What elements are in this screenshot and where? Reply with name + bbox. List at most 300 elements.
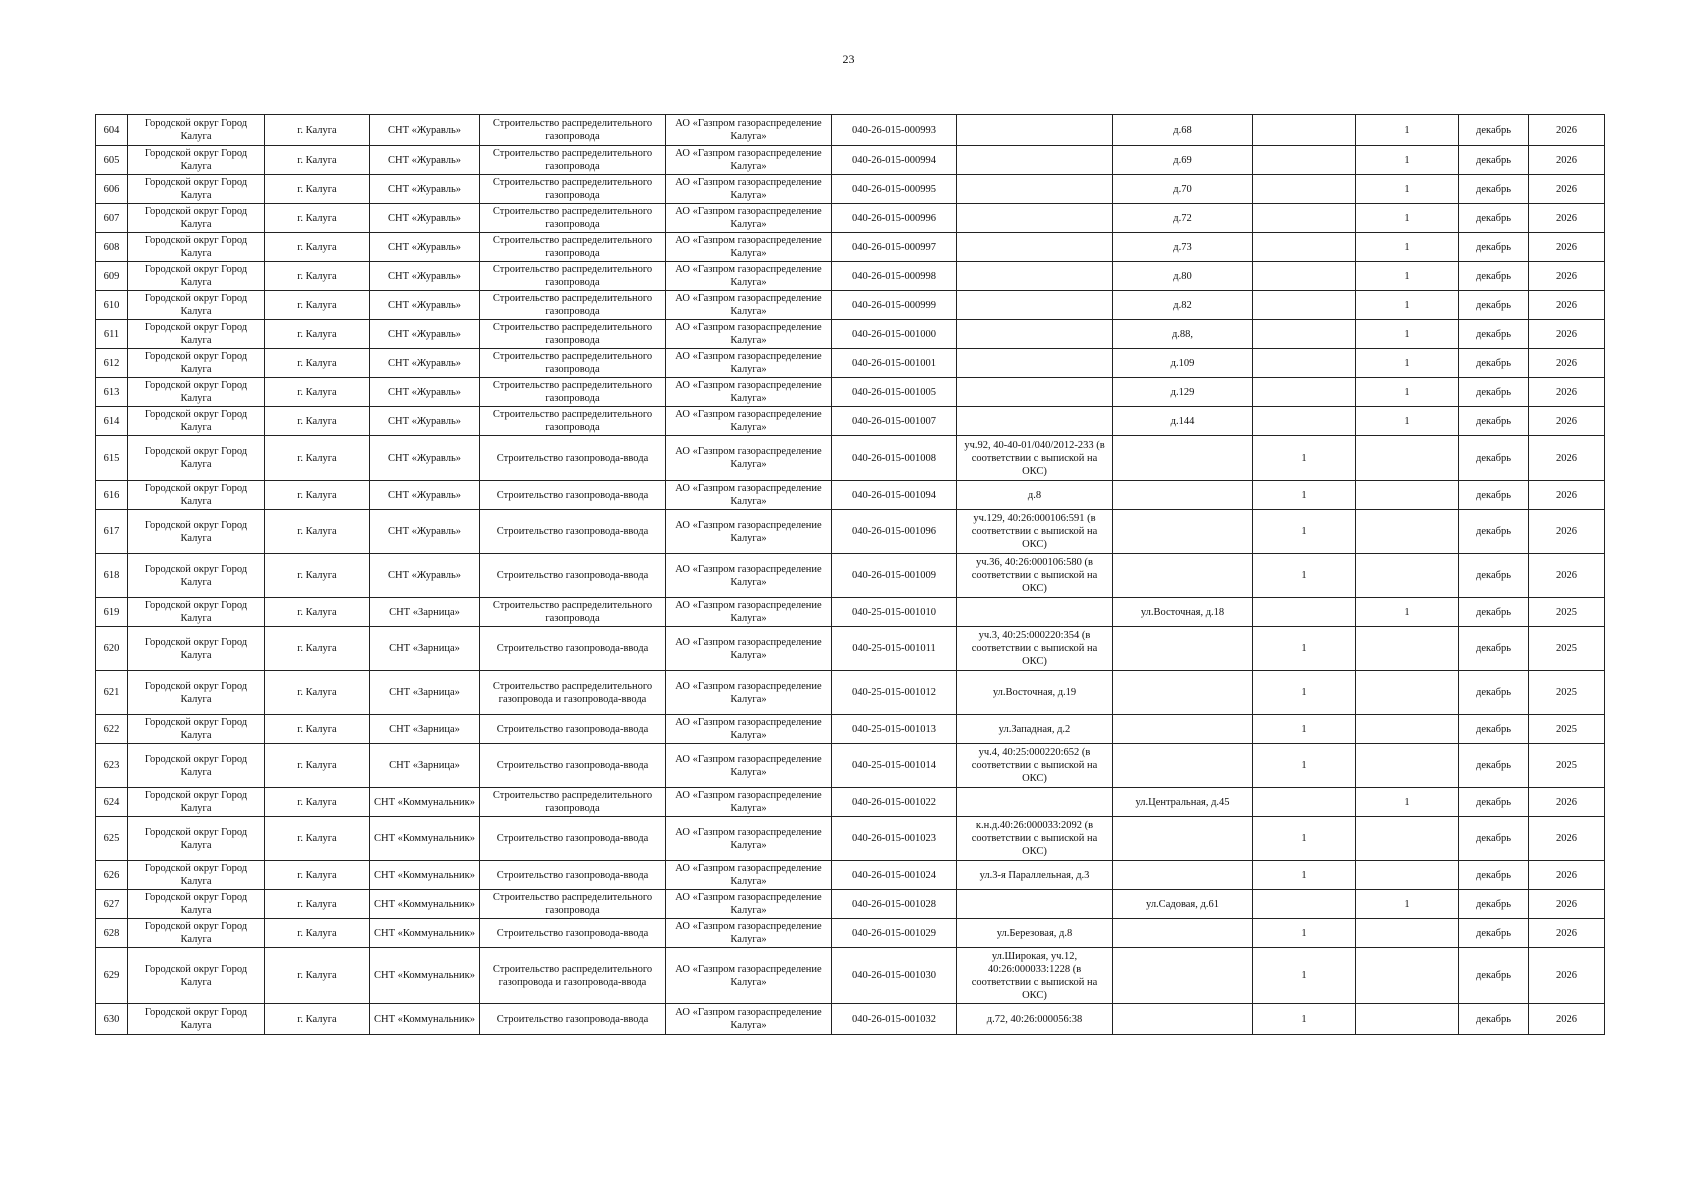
address-house-cell <box>1113 481 1253 510</box>
work-type-cell: Строительство газопровода-ввода <box>480 817 666 861</box>
city-cell: г. Калуга <box>265 671 370 715</box>
district-cell: Городской округ Город Калуга <box>128 671 265 715</box>
gas-plan-table <box>95 114 1605 1035</box>
address-oks-cell: д.8 <box>957 481 1113 510</box>
city-cell: г. Калуга <box>265 233 370 262</box>
address-oks-cell: уч.129, 40:26:000106:591 (в соответствии с выпиской на ОКС) <box>957 510 1113 554</box>
page-number: 23 <box>842 52 855 66</box>
count-b-cell: 1 <box>1356 890 1459 919</box>
object-code-cell: 040-26-015-000998 <box>832 262 957 291</box>
district-cell: Городской округ Город Калуга <box>128 861 265 890</box>
snt-cell: СНТ «Журавль» <box>370 291 480 320</box>
address-house-cell: ул.Восточная, д.18 <box>1113 598 1253 627</box>
district-cell: Городской округ Город Калуга <box>128 948 265 1004</box>
month-cell: декабрь <box>1459 115 1529 146</box>
month-cell: декабрь <box>1459 481 1529 510</box>
table-row <box>96 436 1605 481</box>
year-cell: 2026 <box>1529 115 1605 146</box>
count-b-cell <box>1356 861 1459 890</box>
row-number: 604 <box>96 115 128 146</box>
address-oks-cell: к.н.д.40:26:000033:2092 (в соответствии с выпиской на ОКС) <box>957 817 1113 861</box>
snt-cell: СНТ «Зарница» <box>370 671 480 715</box>
count-b-cell <box>1356 436 1459 481</box>
count-b-cell: 1 <box>1356 233 1459 262</box>
address-oks-cell: уч.4, 40:25:000220:652 (в соответствии с выпиской на ОКС) <box>957 744 1113 788</box>
year-cell: 2026 <box>1529 861 1605 890</box>
table-row <box>96 788 1605 817</box>
count-b-cell: 1 <box>1356 262 1459 291</box>
city-cell: г. Калуга <box>265 320 370 349</box>
month-cell: декабрь <box>1459 175 1529 204</box>
city-cell: г. Калуга <box>265 554 370 598</box>
district-cell: Городской округ Город Калуга <box>128 1004 265 1035</box>
address-house-cell <box>1113 861 1253 890</box>
year-cell: 2025 <box>1529 671 1605 715</box>
month-cell: декабрь <box>1459 817 1529 861</box>
month-cell: декабрь <box>1459 598 1529 627</box>
year-cell: 2026 <box>1529 378 1605 407</box>
organization-cell: АО «Газпром газораспределение Калуга» <box>666 1004 832 1035</box>
work-type-cell: Строительство газопровода-ввода <box>480 627 666 671</box>
table-body <box>96 115 1605 1035</box>
address-house-cell: д.72 <box>1113 204 1253 233</box>
organization-cell: АО «Газпром газораспределение Калуга» <box>666 861 832 890</box>
snt-cell: СНТ «Зарница» <box>370 627 480 671</box>
count-b-cell <box>1356 1004 1459 1035</box>
month-cell: декабрь <box>1459 744 1529 788</box>
month-cell: декабрь <box>1459 146 1529 175</box>
organization-cell: АО «Газпром газораспределение Калуга» <box>666 436 832 481</box>
address-house-cell: д.82 <box>1113 291 1253 320</box>
address-oks-cell: ул.Березовая, д.8 <box>957 919 1113 948</box>
work-type-cell: Строительство распределительного газопровода <box>480 233 666 262</box>
object-code-cell: 040-26-015-000999 <box>832 291 957 320</box>
organization-cell: АО «Газпром газораспределение Калуга» <box>666 510 832 554</box>
count-b-cell: 1 <box>1356 115 1459 146</box>
district-cell: Городской округ Город Калуга <box>128 919 265 948</box>
row-number: 607 <box>96 204 128 233</box>
address-house-cell: д.69 <box>1113 146 1253 175</box>
row-number: 629 <box>96 948 128 1004</box>
table-row <box>96 481 1605 510</box>
work-type-cell: Строительство распределительного газопровода <box>480 407 666 436</box>
count-a-cell: 1 <box>1253 481 1356 510</box>
month-cell: декабрь <box>1459 919 1529 948</box>
work-type-cell: Строительство газопровода-ввода <box>480 481 666 510</box>
district-cell: Городской округ Город Калуга <box>128 233 265 262</box>
row-number: 613 <box>96 378 128 407</box>
row-number: 614 <box>96 407 128 436</box>
table-row <box>96 715 1605 744</box>
address-house-cell <box>1113 744 1253 788</box>
year-cell: 2026 <box>1529 919 1605 948</box>
count-a-cell: 1 <box>1253 436 1356 481</box>
district-cell: Городской округ Город Калуга <box>128 890 265 919</box>
object-code-cell: 040-26-015-001028 <box>832 890 957 919</box>
count-a-cell: 1 <box>1253 817 1356 861</box>
table-row <box>96 1004 1605 1035</box>
snt-cell: СНТ «Коммунальник» <box>370 817 480 861</box>
city-cell: г. Калуга <box>265 948 370 1004</box>
year-cell: 2026 <box>1529 204 1605 233</box>
address-house-cell <box>1113 554 1253 598</box>
year-cell: 2026 <box>1529 817 1605 861</box>
object-code-cell: 040-26-015-001096 <box>832 510 957 554</box>
organization-cell: АО «Газпром газораспределение Калуга» <box>666 407 832 436</box>
year-cell: 2026 <box>1529 349 1605 378</box>
count-a-cell: 1 <box>1253 715 1356 744</box>
object-code-cell: 040-26-015-000993 <box>832 115 957 146</box>
work-type-cell: Строительство распределительного газопровода <box>480 204 666 233</box>
row-number: 611 <box>96 320 128 349</box>
object-code-cell: 040-26-015-001094 <box>832 481 957 510</box>
city-cell: г. Калуга <box>265 627 370 671</box>
month-cell: декабрь <box>1459 671 1529 715</box>
month-cell: декабрь <box>1459 262 1529 291</box>
count-b-cell <box>1356 627 1459 671</box>
organization-cell: АО «Газпром газораспределение Калуга» <box>666 233 832 262</box>
district-cell: Городской округ Город Калуга <box>128 788 265 817</box>
organization-cell: АО «Газпром газораспределение Калуга» <box>666 598 832 627</box>
city-cell: г. Калуга <box>265 919 370 948</box>
count-a-cell <box>1253 146 1356 175</box>
object-code-cell: 040-26-015-000996 <box>832 204 957 233</box>
address-house-cell: д.80 <box>1113 262 1253 291</box>
snt-cell: СНТ «Журавль» <box>370 349 480 378</box>
count-b-cell <box>1356 948 1459 1004</box>
address-house-cell: д.129 <box>1113 378 1253 407</box>
address-house-cell: д.144 <box>1113 407 1253 436</box>
object-code-cell: 040-25-015-001011 <box>832 627 957 671</box>
city-cell: г. Калуга <box>265 262 370 291</box>
address-house-cell <box>1113 1004 1253 1035</box>
address-oks-cell: уч.3, 40:25:000220:354 (в соответствии с выпиской на ОКС) <box>957 627 1113 671</box>
count-b-cell: 1 <box>1356 407 1459 436</box>
count-b-cell: 1 <box>1356 598 1459 627</box>
row-number: 628 <box>96 919 128 948</box>
work-type-cell: Строительство распределительного газопровода <box>480 291 666 320</box>
count-b-cell: 1 <box>1356 378 1459 407</box>
count-a-cell: 1 <box>1253 744 1356 788</box>
count-a-cell <box>1253 407 1356 436</box>
organization-cell: АО «Газпром газораспределение Калуга» <box>666 715 832 744</box>
snt-cell: СНТ «Журавль» <box>370 481 480 510</box>
year-cell: 2025 <box>1529 598 1605 627</box>
year-cell: 2025 <box>1529 627 1605 671</box>
year-cell: 2026 <box>1529 481 1605 510</box>
count-b-cell <box>1356 671 1459 715</box>
object-code-cell: 040-26-015-001022 <box>832 788 957 817</box>
city-cell: г. Калуга <box>265 598 370 627</box>
month-cell: декабрь <box>1459 788 1529 817</box>
year-cell: 2026 <box>1529 948 1605 1004</box>
object-code-cell: 040-26-015-001030 <box>832 948 957 1004</box>
table-row <box>96 378 1605 407</box>
organization-cell: АО «Газпром газораспределение Калуга» <box>666 948 832 1004</box>
organization-cell: АО «Газпром газораспределение Калуга» <box>666 744 832 788</box>
organization-cell: АО «Газпром газораспределение Калуга» <box>666 115 832 146</box>
snt-cell: СНТ «Зарница» <box>370 598 480 627</box>
address-oks-cell: ул.3-я Параллельная, д.3 <box>957 861 1113 890</box>
count-a-cell <box>1253 175 1356 204</box>
work-type-cell: Строительство распределительного газопровода <box>480 146 666 175</box>
object-code-cell: 040-26-015-001009 <box>832 554 957 598</box>
row-number: 626 <box>96 861 128 890</box>
organization-cell: АО «Газпром газораспределение Калуга» <box>666 262 832 291</box>
row-number: 617 <box>96 510 128 554</box>
count-b-cell: 1 <box>1356 349 1459 378</box>
row-number: 615 <box>96 436 128 481</box>
table-row <box>96 554 1605 598</box>
object-code-cell: 040-26-015-001023 <box>832 817 957 861</box>
district-cell: Городской округ Город Калуга <box>128 115 265 146</box>
table-row <box>96 175 1605 204</box>
address-house-cell: д.73 <box>1113 233 1253 262</box>
month-cell: декабрь <box>1459 320 1529 349</box>
city-cell: г. Калуга <box>265 715 370 744</box>
snt-cell: СНТ «Коммунальник» <box>370 861 480 890</box>
address-oks-cell <box>957 262 1113 291</box>
city-cell: г. Калуга <box>265 788 370 817</box>
count-a-cell: 1 <box>1253 919 1356 948</box>
row-number: 612 <box>96 349 128 378</box>
snt-cell: СНТ «Коммунальник» <box>370 919 480 948</box>
month-cell: декабрь <box>1459 948 1529 1004</box>
work-type-cell: Строительство распределительного газопровода <box>480 378 666 407</box>
year-cell: 2025 <box>1529 715 1605 744</box>
address-oks-cell: ул.Восточная, д.19 <box>957 671 1113 715</box>
city-cell: г. Калуга <box>265 204 370 233</box>
address-house-cell: ул.Садовая, д.61 <box>1113 890 1253 919</box>
organization-cell: АО «Газпром газораспределение Калуга» <box>666 554 832 598</box>
count-b-cell: 1 <box>1356 175 1459 204</box>
district-cell: Городской округ Город Калуга <box>128 436 265 481</box>
address-oks-cell: ул.Западная, д.2 <box>957 715 1113 744</box>
snt-cell: СНТ «Коммунальник» <box>370 1004 480 1035</box>
year-cell: 2026 <box>1529 407 1605 436</box>
district-cell: Городской округ Город Калуга <box>128 554 265 598</box>
work-type-cell: Строительство газопровода-ввода <box>480 510 666 554</box>
organization-cell: АО «Газпром газораспределение Калуга» <box>666 146 832 175</box>
city-cell: г. Калуга <box>265 175 370 204</box>
snt-cell: СНТ «Журавль» <box>370 407 480 436</box>
year-cell: 2026 <box>1529 146 1605 175</box>
year-cell: 2026 <box>1529 788 1605 817</box>
district-cell: Городской округ Город Калуга <box>128 598 265 627</box>
city-cell: г. Калуга <box>265 407 370 436</box>
count-b-cell <box>1356 554 1459 598</box>
work-type-cell: Строительство распределительного газопровода и газопровода-ввода <box>480 948 666 1004</box>
object-code-cell: 040-25-015-001010 <box>832 598 957 627</box>
city-cell: г. Калуга <box>265 1004 370 1035</box>
count-a-cell <box>1253 320 1356 349</box>
row-number: 606 <box>96 175 128 204</box>
organization-cell: АО «Газпром газораспределение Калуга» <box>666 378 832 407</box>
month-cell: декабрь <box>1459 627 1529 671</box>
table-row <box>96 861 1605 890</box>
snt-cell: СНТ «Коммунальник» <box>370 788 480 817</box>
organization-cell: АО «Газпром газораспределение Калуга» <box>666 817 832 861</box>
snt-cell: СНТ «Журавль» <box>370 436 480 481</box>
work-type-cell: Строительство распределительного газопровода и газопровода-ввода <box>480 671 666 715</box>
organization-cell: АО «Газпром газораспределение Калуга» <box>666 204 832 233</box>
object-code-cell: 040-26-015-001024 <box>832 861 957 890</box>
address-house-cell <box>1113 817 1253 861</box>
object-code-cell: 040-26-015-000995 <box>832 175 957 204</box>
month-cell: декабрь <box>1459 1004 1529 1035</box>
district-cell: Городской округ Город Калуга <box>128 481 265 510</box>
work-type-cell: Строительство газопровода-ввода <box>480 861 666 890</box>
address-oks-cell <box>957 115 1113 146</box>
table-row <box>96 349 1605 378</box>
month-cell: декабрь <box>1459 378 1529 407</box>
address-house-cell: д.88, <box>1113 320 1253 349</box>
address-oks-cell <box>957 320 1113 349</box>
address-house-cell: ул.Центральная, д.45 <box>1113 788 1253 817</box>
work-type-cell: Строительство газопровода-ввода <box>480 744 666 788</box>
work-type-cell: Строительство распределительного газопровода <box>480 598 666 627</box>
month-cell: декабрь <box>1459 554 1529 598</box>
count-b-cell <box>1356 744 1459 788</box>
object-code-cell: 040-26-015-001001 <box>832 349 957 378</box>
snt-cell: СНТ «Журавль» <box>370 233 480 262</box>
table-row <box>96 817 1605 861</box>
organization-cell: АО «Газпром газораспределение Калуга» <box>666 175 832 204</box>
count-a-cell <box>1253 788 1356 817</box>
district-cell: Городской округ Город Калуга <box>128 627 265 671</box>
address-oks-cell: уч.92, 40-40-01/040/2012-233 (в соответствии с выпиской на ОКС) <box>957 436 1113 481</box>
address-house-cell <box>1113 671 1253 715</box>
address-house-cell <box>1113 715 1253 744</box>
count-b-cell <box>1356 919 1459 948</box>
object-code-cell: 040-26-015-001007 <box>832 407 957 436</box>
snt-cell: СНТ «Журавль» <box>370 175 480 204</box>
row-number: 616 <box>96 481 128 510</box>
year-cell: 2026 <box>1529 262 1605 291</box>
table-row <box>96 291 1605 320</box>
city-cell: г. Калуга <box>265 817 370 861</box>
address-house-cell <box>1113 919 1253 948</box>
city-cell: г. Калуга <box>265 744 370 788</box>
address-oks-cell <box>957 598 1113 627</box>
organization-cell: АО «Газпром газораспределение Калуга» <box>666 481 832 510</box>
snt-cell: СНТ «Зарница» <box>370 715 480 744</box>
district-cell: Городской округ Город Калуга <box>128 146 265 175</box>
year-cell: 2026 <box>1529 233 1605 262</box>
district-cell: Городской округ Город Калуга <box>128 378 265 407</box>
district-cell: Городской округ Город Калуга <box>128 715 265 744</box>
city-cell: г. Калуга <box>265 146 370 175</box>
address-house-cell <box>1113 510 1253 554</box>
table-row <box>96 598 1605 627</box>
organization-cell: АО «Газпром газораспределение Калуга» <box>666 671 832 715</box>
object-code-cell: 040-26-015-001032 <box>832 1004 957 1035</box>
table-row <box>96 233 1605 262</box>
object-code-cell: 040-26-015-001000 <box>832 320 957 349</box>
organization-cell: АО «Газпром газораспределение Калуга» <box>666 627 832 671</box>
work-type-cell: Строительство распределительного газопровода <box>480 890 666 919</box>
object-code-cell: 040-26-015-001005 <box>832 378 957 407</box>
address-oks-cell <box>957 349 1113 378</box>
count-b-cell: 1 <box>1356 291 1459 320</box>
table-row <box>96 510 1605 554</box>
row-number: 625 <box>96 817 128 861</box>
snt-cell: СНТ «Журавль» <box>370 204 480 233</box>
work-type-cell: Строительство газопровода-ввода <box>480 436 666 481</box>
row-number: 609 <box>96 262 128 291</box>
count-b-cell: 1 <box>1356 204 1459 233</box>
count-a-cell: 1 <box>1253 948 1356 1004</box>
address-oks-cell <box>957 407 1113 436</box>
address-house-cell <box>1113 948 1253 1004</box>
address-house-cell: д.68 <box>1113 115 1253 146</box>
row-number: 630 <box>96 1004 128 1035</box>
district-cell: Городской округ Город Калуга <box>128 407 265 436</box>
organization-cell: АО «Газпром газораспределение Калуга» <box>666 291 832 320</box>
row-number: 622 <box>96 715 128 744</box>
work-type-cell: Строительство газопровода-ввода <box>480 554 666 598</box>
city-cell: г. Калуга <box>265 861 370 890</box>
snt-cell: СНТ «Журавль» <box>370 510 480 554</box>
month-cell: декабрь <box>1459 291 1529 320</box>
table-row <box>96 948 1605 1004</box>
count-a-cell <box>1253 262 1356 291</box>
count-b-cell: 1 <box>1356 320 1459 349</box>
snt-cell: СНТ «Журавль» <box>370 262 480 291</box>
count-b-cell <box>1356 481 1459 510</box>
row-number: 608 <box>96 233 128 262</box>
count-a-cell <box>1253 598 1356 627</box>
count-a-cell <box>1253 378 1356 407</box>
address-oks-cell <box>957 378 1113 407</box>
snt-cell: СНТ «Журавль» <box>370 115 480 146</box>
count-a-cell <box>1253 233 1356 262</box>
row-number: 618 <box>96 554 128 598</box>
address-oks-cell <box>957 788 1113 817</box>
address-oks-cell <box>957 291 1113 320</box>
table-row <box>96 262 1605 291</box>
count-a-cell <box>1253 890 1356 919</box>
object-code-cell: 040-25-015-001014 <box>832 744 957 788</box>
district-cell: Городской округ Город Калуга <box>128 817 265 861</box>
city-cell: г. Калуга <box>265 510 370 554</box>
count-b-cell <box>1356 715 1459 744</box>
snt-cell: СНТ «Журавль» <box>370 146 480 175</box>
work-type-cell: Строительство распределительного газопровода <box>480 262 666 291</box>
address-oks-cell <box>957 233 1113 262</box>
district-cell: Городской округ Город Калуга <box>128 262 265 291</box>
year-cell: 2026 <box>1529 175 1605 204</box>
month-cell: декабрь <box>1459 861 1529 890</box>
year-cell: 2026 <box>1529 1004 1605 1035</box>
year-cell: 2026 <box>1529 436 1605 481</box>
address-oks-cell <box>957 146 1113 175</box>
work-type-cell: Строительство распределительного газопровода <box>480 788 666 817</box>
object-code-cell: 040-26-015-001029 <box>832 919 957 948</box>
table-row <box>96 115 1605 146</box>
district-cell: Городской округ Город Калуга <box>128 204 265 233</box>
object-code-cell: 040-26-015-000994 <box>832 146 957 175</box>
table-row <box>96 744 1605 788</box>
count-a-cell <box>1253 204 1356 233</box>
organization-cell: АО «Газпром газораспределение Калуга» <box>666 349 832 378</box>
month-cell: декабрь <box>1459 436 1529 481</box>
year-cell: 2026 <box>1529 890 1605 919</box>
count-a-cell: 1 <box>1253 1004 1356 1035</box>
table-row <box>96 407 1605 436</box>
year-cell: 2026 <box>1529 291 1605 320</box>
object-code-cell: 040-25-015-001012 <box>832 671 957 715</box>
